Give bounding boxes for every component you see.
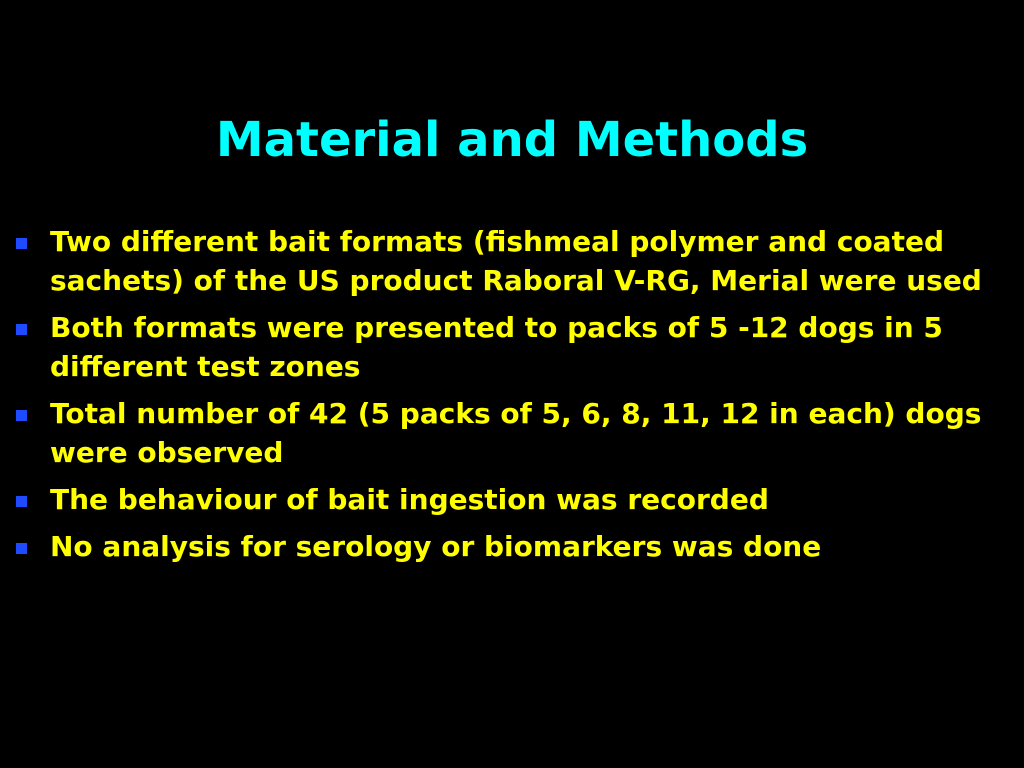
bullet-item [14,222,1004,300]
bullet-text: The behaviour of bait ingestion was recorded [50,483,769,516]
square-bullet-icon [16,496,27,507]
square-bullet-icon [16,543,27,554]
square-bullet-icon [16,410,27,421]
bullet-item [14,480,1004,519]
bullet-text: Both formats were presented to packs of 5 -12 dogs in 5 different test zones [50,311,943,383]
bullet-list [14,222,1004,574]
bullet-text: Total number of 42 (5 packs of 5, 6, 8, 11, 12 in each) dogs were observed [50,397,982,469]
bullet-text: Two different bait formats (fishmeal polymer and coated sachets) of the US product Raboral V-RG, Merial were used [50,225,982,297]
bullet-item [14,308,1004,386]
slide-title: Material and Methods [215,112,809,168]
bullet-item [14,394,1004,472]
square-bullet-icon [16,324,27,335]
square-bullet-icon [16,238,27,249]
bullet-item [14,527,1004,566]
bullet-text: No analysis for serology or biomarkers was done [50,530,822,563]
